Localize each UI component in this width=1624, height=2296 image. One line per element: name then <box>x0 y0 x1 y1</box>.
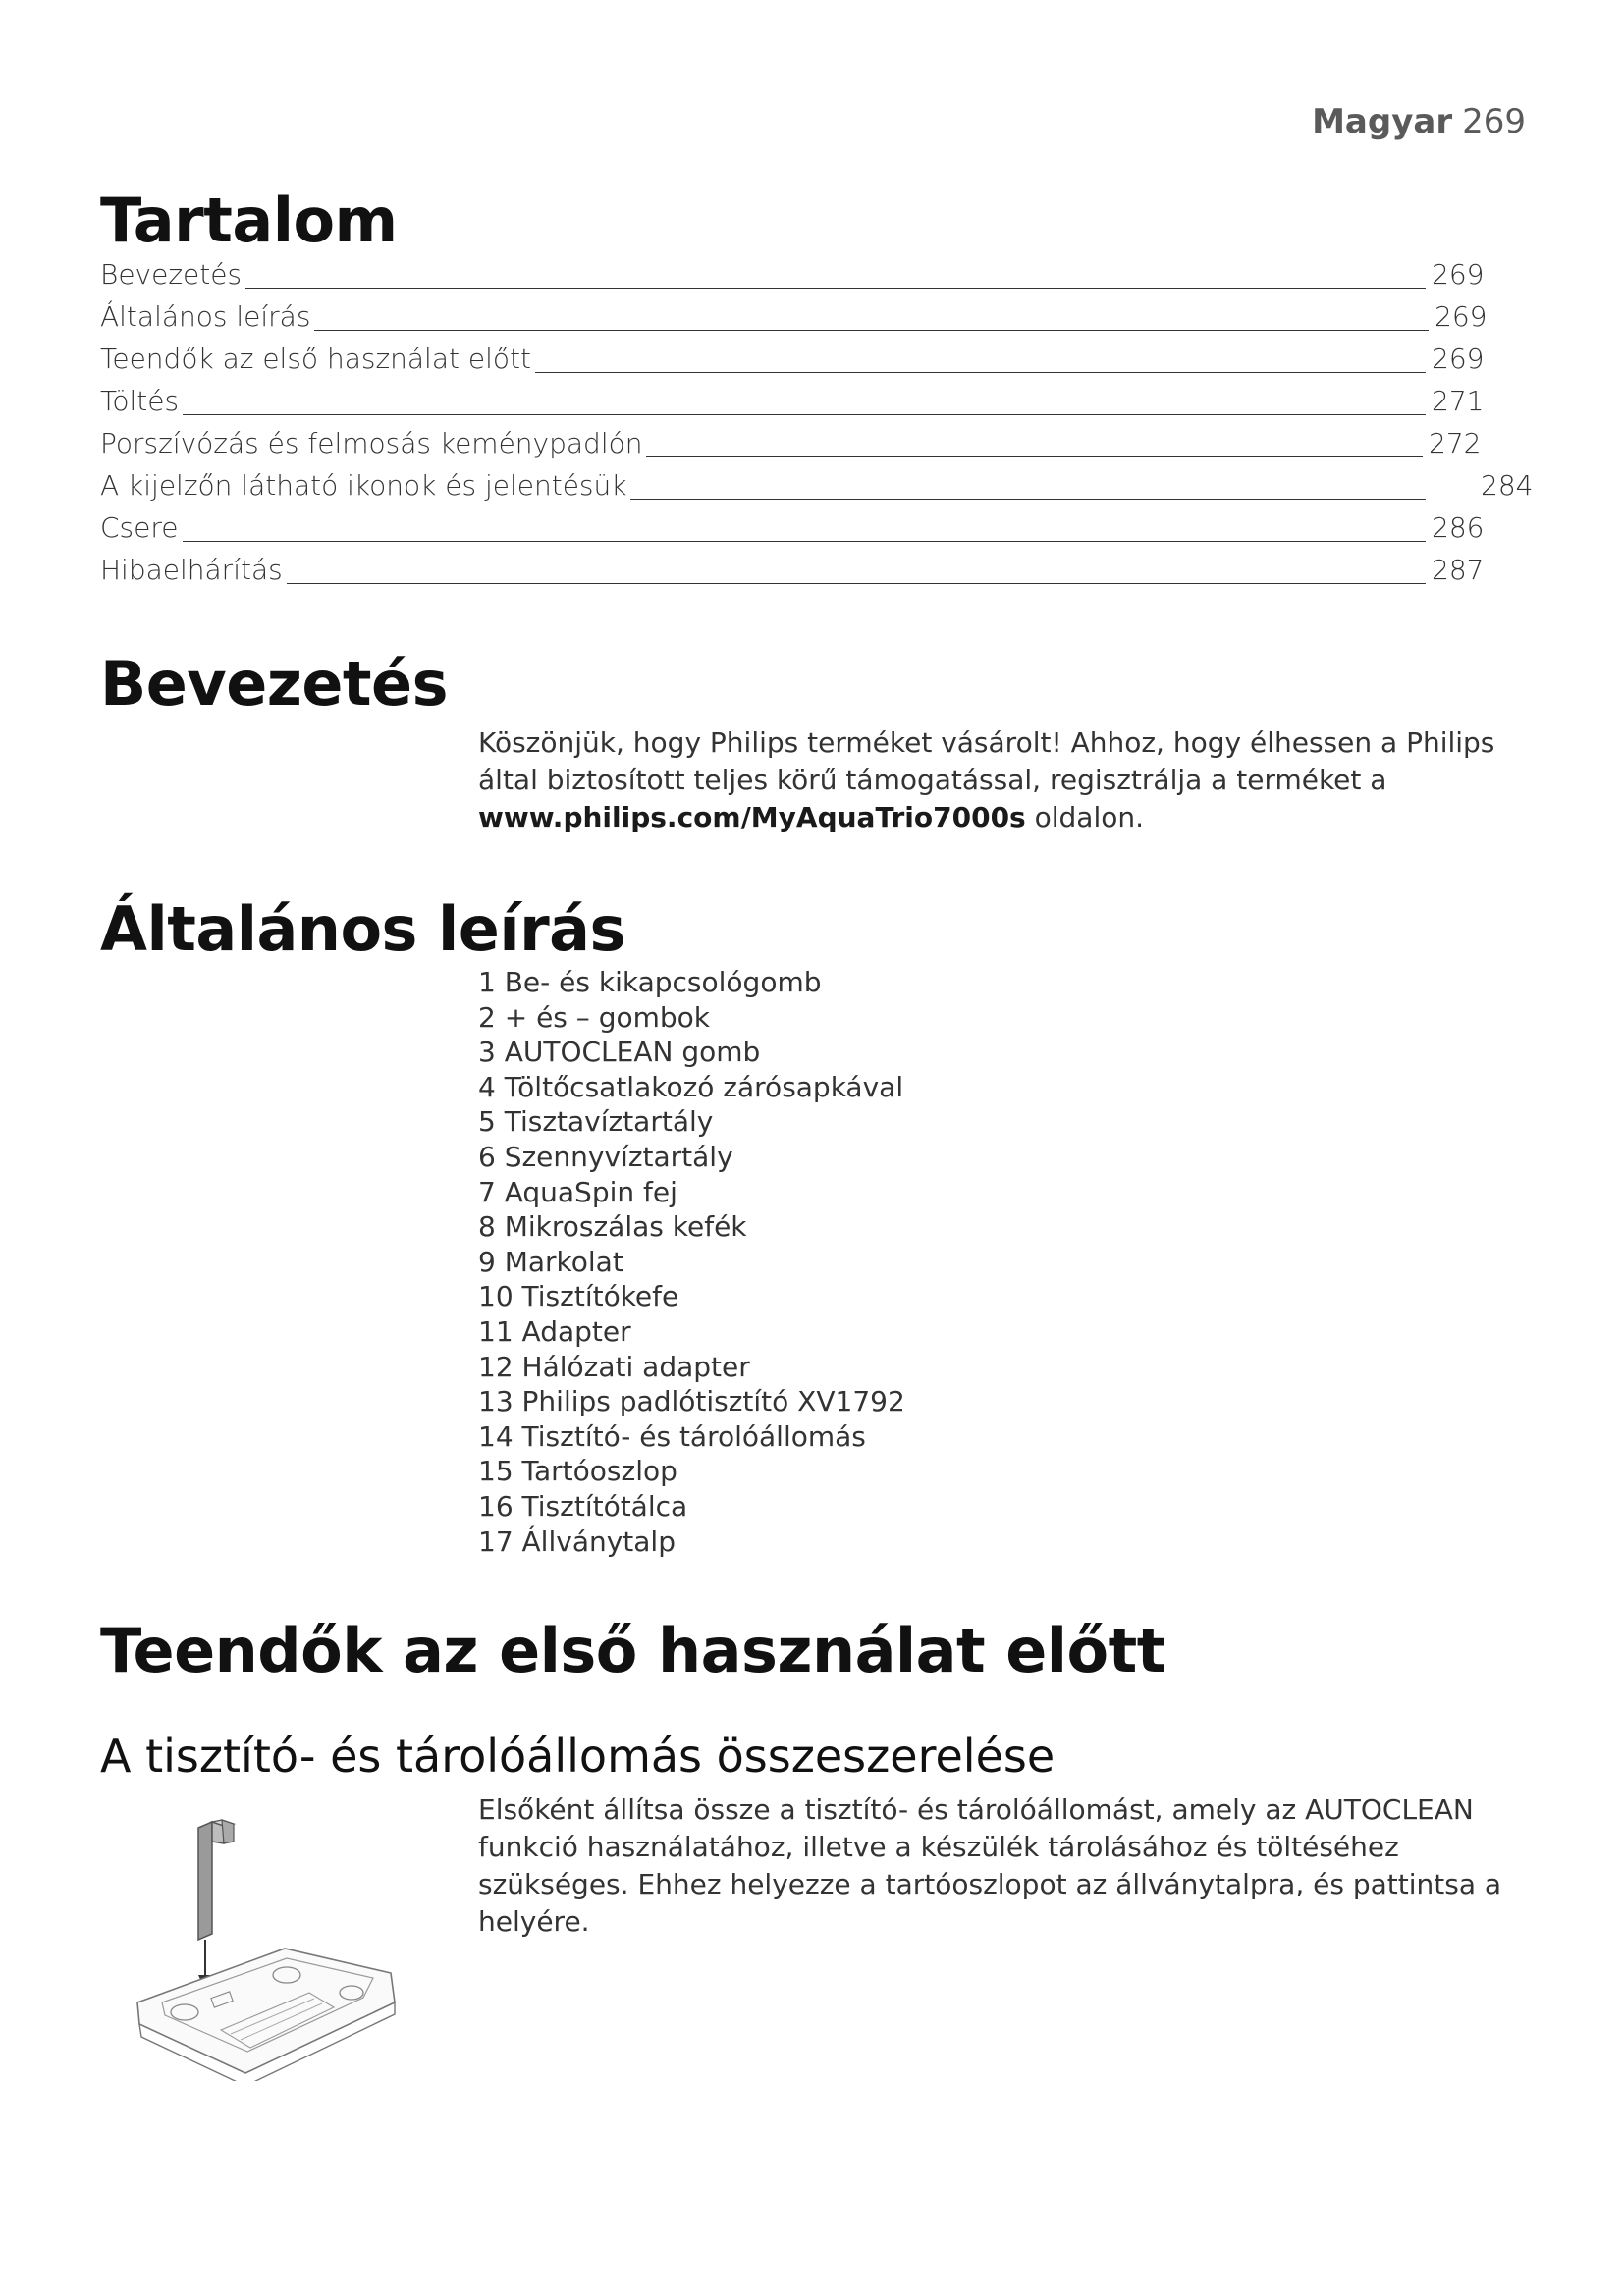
intro-text: Köszönjük, hogy Philips terméket vásárolt! Ahhoz, hogy élhessen a Philips által biztosított teljes körű támogatással, regisztrálja a terméket a <box>478 726 1495 796</box>
toc-row[interactable] <box>100 511 1532 554</box>
toc-row[interactable] <box>100 554 1532 596</box>
list-item: 3 AUTOCLEAN gomb <box>478 1036 761 1069</box>
toc-row[interactable] <box>100 427 1532 469</box>
list-item: 4 Töltőcsatlakozó zárósapkával <box>478 1070 904 1103</box>
list-item: 14 Tisztító- és tárolóállomás <box>478 1419 866 1453</box>
intro-title: Bevezetés <box>100 648 448 720</box>
toc-page: 269 <box>1426 258 1484 291</box>
intro-paragraph <box>478 724 1539 836</box>
toc-label[interactable]: Porszívózás és felmosás keménypadlón <box>100 427 646 459</box>
toc-row[interactable] <box>100 469 1532 511</box>
toc-label[interactable]: Bevezetés <box>100 258 245 291</box>
toc-leader-line <box>100 583 1434 584</box>
list-item: 17 Állványtalp <box>478 1524 676 1558</box>
intro-link[interactable]: www.philips.com/MyAquaTrio7000s <box>478 801 1026 833</box>
toc-label[interactable]: A kijelzőn látható ikonok és jelentésük <box>100 469 630 502</box>
toc-label[interactable]: Töltés <box>100 385 183 417</box>
toc-page: 287 <box>1426 554 1484 586</box>
toc-page: 269 <box>1426 343 1484 375</box>
list-item: 12 Hálózati adapter <box>478 1350 750 1383</box>
list-item: 13 Philips padlótisztító XV1792 <box>478 1385 905 1418</box>
toc-label[interactable]: Csere <box>100 511 183 544</box>
list-item: 8 Mikroszálas kefék <box>478 1210 747 1244</box>
first-use-paragraph: Elsőként állítsa össze a tisztító- és tárolóállomást, amely az AUTOCLEAN funkció használatához, illetve a készülék tárolásához és töltéséhez szükséges. Ehhez helyezze a tartóoszlopot az állványtalpra, és pattintsa a helyére. <box>478 1793 1502 1938</box>
toc-leader-line <box>100 288 1434 289</box>
list-item: 10 Tisztítókefe <box>478 1280 679 1313</box>
first-use-title: Teendők az első használat előtt <box>100 1615 1165 1686</box>
toc-page: 272 <box>1423 427 1481 459</box>
first-use-subtitle: A tisztító- és tárolóállomás összeszerelése <box>100 1730 1056 1783</box>
parts-list <box>478 965 905 1559</box>
toc-row[interactable] <box>100 343 1532 385</box>
toc-page: 286 <box>1426 511 1484 544</box>
toc-page: 269 <box>1429 300 1487 333</box>
list-item: 7 AquaSpin fej <box>478 1175 677 1208</box>
toc-row[interactable] <box>100 300 1532 343</box>
page-header <box>1312 102 1526 141</box>
station-assembly-illustration <box>128 1816 412 2081</box>
list-item: 16 Tisztítótálca <box>478 1489 688 1522</box>
toc-leader-line <box>100 414 1434 415</box>
toc-row[interactable] <box>100 258 1532 300</box>
toc-page: 284 <box>1475 469 1533 502</box>
toc-label[interactable]: Hibaelhárítás <box>100 554 287 586</box>
header-page-number: 269 <box>1462 102 1526 141</box>
toc-title: Tartalom <box>100 185 398 256</box>
general-title: Általános leírás <box>100 893 625 965</box>
list-item: 15 Tartóoszlop <box>478 1455 677 1488</box>
list-item: 6 Szennyvíztartály <box>478 1140 733 1173</box>
list-item: 5 Tisztavíztartály <box>478 1105 714 1139</box>
toc-row[interactable] <box>100 385 1532 427</box>
intro-text-end: oldalon. <box>1025 801 1145 833</box>
list-item: 9 Markolat <box>478 1245 623 1278</box>
list-item: 1 Be- és kikapcsológomb <box>478 966 822 998</box>
toc-page: 271 <box>1426 385 1484 417</box>
list-item: 11 Adapter <box>478 1314 631 1348</box>
header-language: Magyar <box>1312 102 1453 141</box>
toc-label[interactable]: Teendők az első használat előtt <box>100 343 535 375</box>
table-of-contents <box>100 258 1532 596</box>
toc-label[interactable]: Általános leírás <box>100 300 314 333</box>
list-item: 2 + és – gombok <box>478 1000 710 1034</box>
toc-leader-line <box>100 541 1434 542</box>
